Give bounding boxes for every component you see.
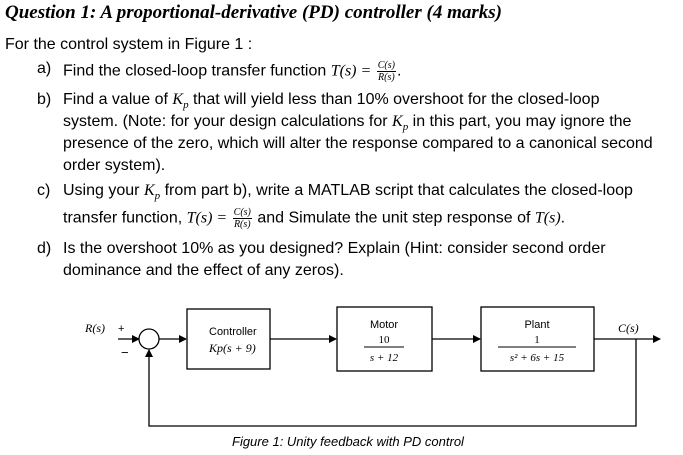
figure-caption: Figure 1: Unity feedback with PD control: [232, 434, 464, 449]
part-b-line-1-post: that will yield less than 10% overshoot for the closed-loop: [193, 91, 600, 108]
part-c-tail-math: T(s): [534, 209, 561, 227]
sum-plus-sign: +: [118, 323, 125, 335]
plant-label: Plant: [524, 319, 550, 331]
part-b-label: b): [37, 91, 52, 108]
kp-symbol: $K_p$: [172, 91, 189, 112]
part-c-line-2-post: and Simulate the unit step response of: [257, 209, 531, 227]
plant-num: 1: [534, 334, 540, 346]
part-b-line-2-post: in this part, you may ignore the: [412, 113, 632, 130]
motor-num: 10: [378, 334, 390, 346]
part-b-line-1-pre: Find a value of: [63, 91, 168, 108]
part-a-tf-lhs: T(s) =: [330, 62, 372, 80]
question-intro: For the control system in Figure 1 :: [5, 36, 253, 53]
part-d-line-2: dominance and the effect of any zeros).: [63, 262, 344, 279]
part-c-tf-num: C(s): [233, 207, 251, 218]
part-c-line-2-pre: transfer function,: [63, 209, 183, 227]
part-d-label: d): [37, 240, 52, 257]
summing-junction: [139, 329, 159, 349]
part-c-label: c): [37, 182, 51, 199]
motor-den: s + 12: [369, 352, 399, 364]
motor-label: Motor: [369, 319, 399, 331]
part-c-tf-den: R(s): [233, 219, 251, 230]
part-c-tail: .: [560, 209, 566, 227]
kp-symbol: $K_p$: [143, 182, 161, 203]
kp-symbol: $K_p$: [392, 113, 409, 134]
sum-minus-sign: −: [121, 345, 129, 360]
part-c-line-1-pre: Using your: [63, 182, 140, 199]
part-a-label: a): [37, 60, 52, 77]
input-label: R(s): [85, 321, 105, 335]
part-a-tail: .: [396, 62, 402, 80]
part-b-line-3: presence of the zero, which will alter the response compared to a canonical second: [63, 135, 653, 152]
plant-den: s² + 6s + 15: [509, 352, 565, 364]
part-b-line-4: order system).: [63, 157, 166, 174]
part-a-text: Find the closed-loop transfer function: [63, 62, 327, 80]
controller-block: [187, 309, 270, 369]
part-d-line-1: Is the overshoot 10% as you designed? Explain (Hint: consider second order: [63, 240, 606, 257]
part-a-tf-den: R(s): [378, 72, 395, 83]
part-b-line-2-pre: system. (Note: for your design calculations for: [63, 113, 388, 130]
part-c-tf-lhs: T(s) =: [186, 209, 228, 227]
question-title: Question 1: A proportional-derivative (PD) controller (4 marks): [5, 2, 502, 23]
part-a-tf-num: C(s): [377, 60, 395, 71]
controller-label: Controller: [209, 326, 257, 338]
output-label: C(s): [618, 321, 639, 335]
part-c-line-1-post: from part b), write a MATLAB script that calculates the closed-loop: [164, 182, 633, 199]
controller-tf: Kp(s + 9): [209, 341, 256, 355]
